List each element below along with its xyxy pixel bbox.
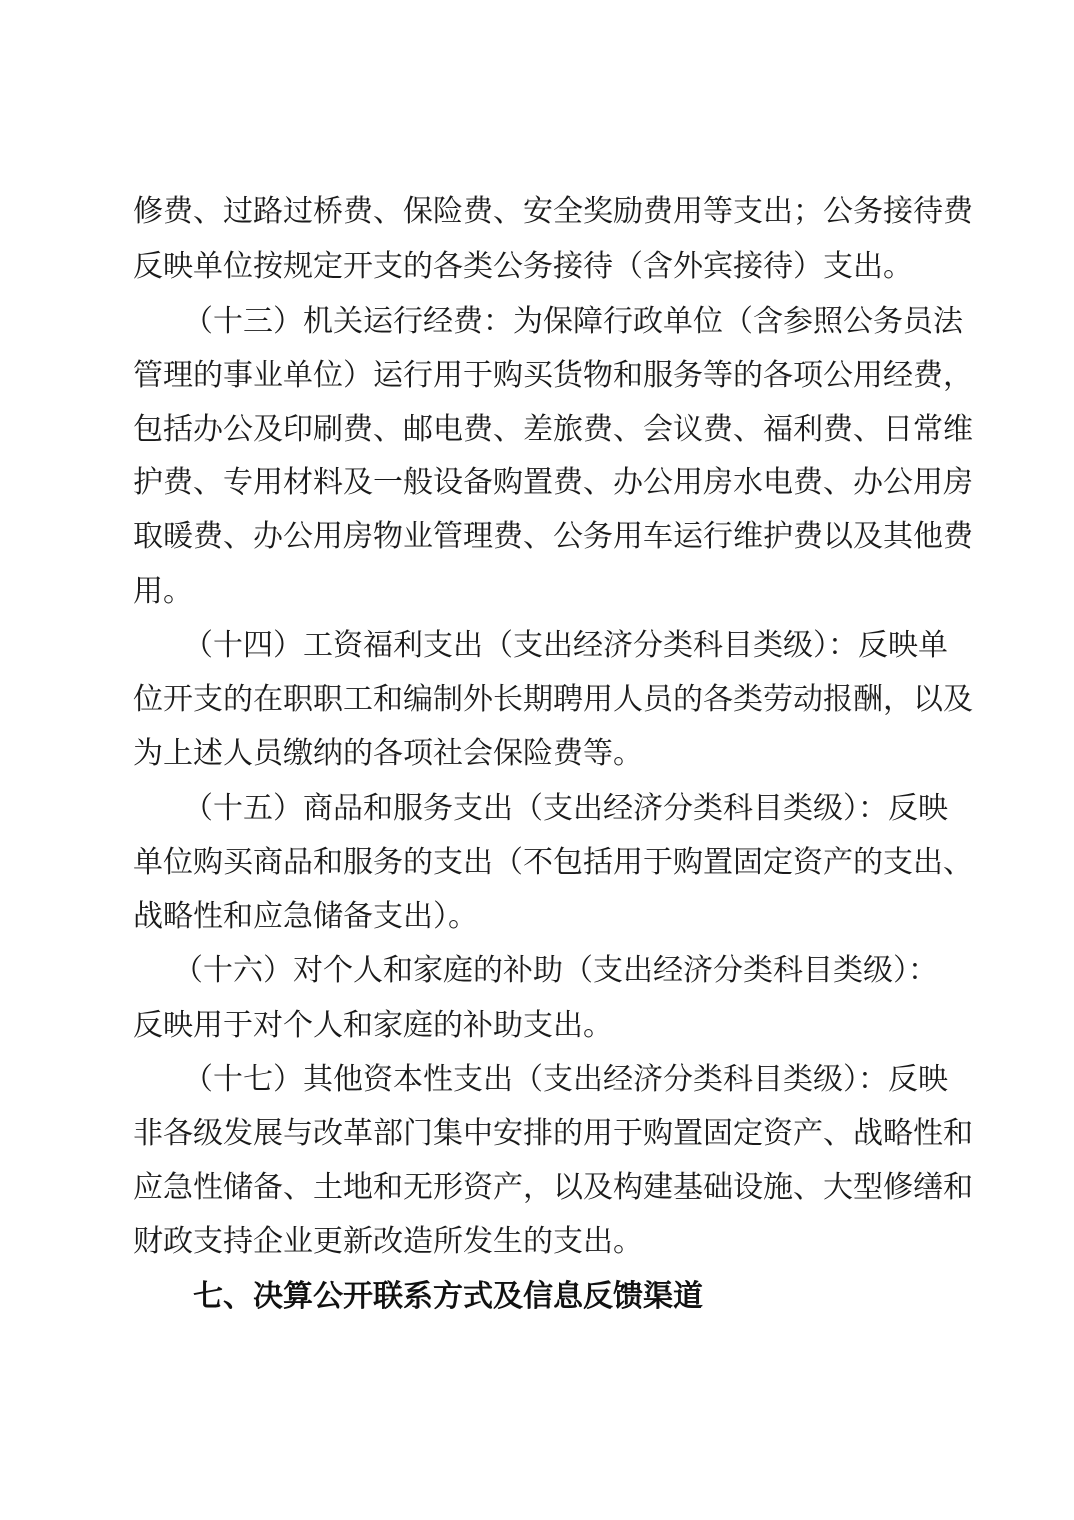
- text-line-6: 护费、专用材料及一般设备购置费、办公用房水电费、办公用房: [133, 465, 973, 500]
- text-line-19: 应急性储备、土地和无形资产，以及构建基础设施、大型修缮和: [133, 1170, 973, 1205]
- paragraph-16-start: （十六）对个人和家庭的补助（支出经济分类科目类级）：: [173, 953, 938, 988]
- text-line-5: 包括办公及印刷费、邮电费、差旅费、会议费、福利费、日常维: [133, 412, 973, 447]
- text-line-2: 反映单位按规定开支的各类公务接待（含外宾接待）支出。: [133, 249, 913, 284]
- text-line-20: 财政支持企业更新改造所发生的支出。: [133, 1224, 643, 1259]
- text-line-7: 取暖费、办公用房物业管理费、公务用车运行维护费以及其他费: [133, 519, 973, 554]
- paragraph-13-start: （十三）机关运行经费：为保障行政单位（含参照公务员法: [183, 304, 963, 339]
- text-line-18: 非各级发展与改革部门集中安排的用于购置固定资产、战略性和: [133, 1116, 973, 1151]
- section-heading: 七、决算公开联系方式及信息反馈渠道: [193, 1279, 703, 1314]
- text-line-8: 用。: [133, 574, 193, 609]
- text-line-13: 单位购买商品和服务的支出（不包括用于购置固定资产的支出、: [133, 845, 973, 880]
- text-line-14: 战略性和应急储备支出）。: [133, 899, 478, 934]
- text-line-1: 修费、过路过桥费、保险费、安全奖励费用等支出；公务接待费: [133, 194, 973, 229]
- text-line-4: 管理的事业单位）运行用于购买货物和服务等的各项公用经费，: [133, 358, 973, 393]
- text-line-16: 反映用于对个人和家庭的补助支出。: [133, 1008, 613, 1043]
- text-line-10: 位开支的在职职工和编制外长期聘用人员的各类劳动报酬，以及: [133, 682, 973, 717]
- paragraph-17-start: （十七）其他资本性支出（支出经济分类科目类级）：反映: [183, 1062, 948, 1097]
- paragraph-15-start: （十五）商品和服务支出（支出经济分类科目类级）：反映: [183, 791, 948, 826]
- text-line-11: 为上述人员缴纳的各项社会保险费等。: [133, 736, 643, 771]
- paragraph-14-start: （十四）工资福利支出（支出经济分类科目类级）：反映单: [183, 628, 948, 663]
